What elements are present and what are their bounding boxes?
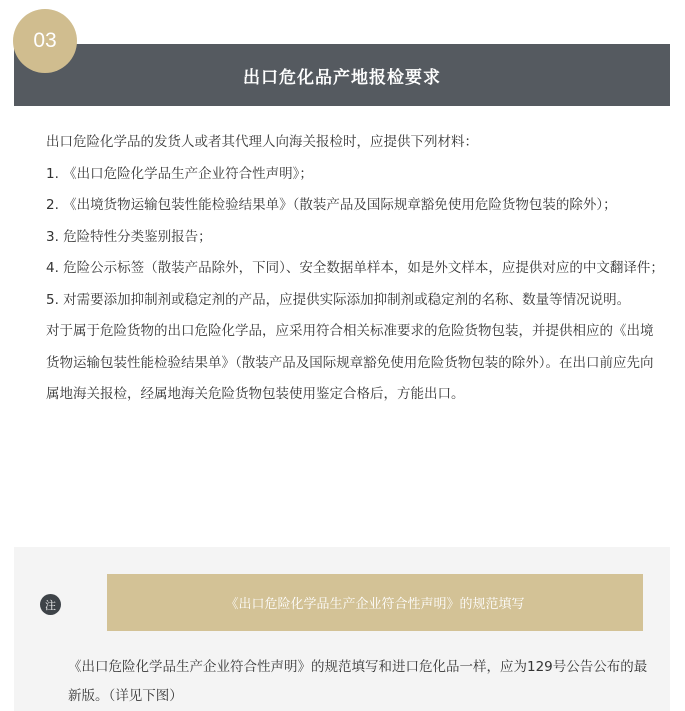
note-banner: [107, 574, 643, 631]
section-title: 出口危化品产地报检要求: [243, 67, 441, 88]
note-icon: 注: [40, 594, 61, 615]
section-number-badge: [13, 9, 77, 73]
section-header-bar: [14, 44, 670, 106]
section-number: 03: [33, 29, 57, 52]
list-item-1: 1. 《出口危险化学品生产企业符合性声明》；: [46, 165, 313, 182]
body-content: [46, 127, 664, 411]
note-text: 《出口危险化学品生产企业符合性声明》的规范填写和进口危化品一样，应为129号公告公布的最新版。（详见下图）: [68, 659, 648, 704]
list-item-5: 5. 对需要添加抑制剂或稳定剂的产品，应提供实际添加抑制剂或稳定剂的名称、数量等情况说明。: [46, 291, 631, 308]
closing-paragraph: 对于属于危险货物的出口危险化学品，应采用符合相关标准要求的危险货物包装，并提供相应的《出境货物运输包装性能检验结果单》（散装产品及国际规章豁免使用危险货物包装的除外）。在出口前应先向属地海关报检，经属地海关危险货物包装使用鉴定合格后，方能出口。: [46, 323, 654, 402]
note-banner-title: 《出口危险化学品生产企业符合性声明》的规范填写: [225, 597, 525, 612]
list-item-4: 4. 危险公示标签（散装产品除外，下同）、安全数据单样本，如是外文样本，应提供对应的中文翻译件；: [46, 260, 664, 276]
intro-paragraph: 出口危险化学品的发货人或者其代理人向海关报检时，应提供下列材料：: [46, 134, 478, 150]
list-item-2: 2. 《出境货物运输包装性能检验结果单》（散装产品及国际规章豁免使用危险货物包装的除外）；: [46, 197, 617, 213]
list-item-3: 3. 危险特性分类鉴别报告；: [46, 228, 212, 245]
